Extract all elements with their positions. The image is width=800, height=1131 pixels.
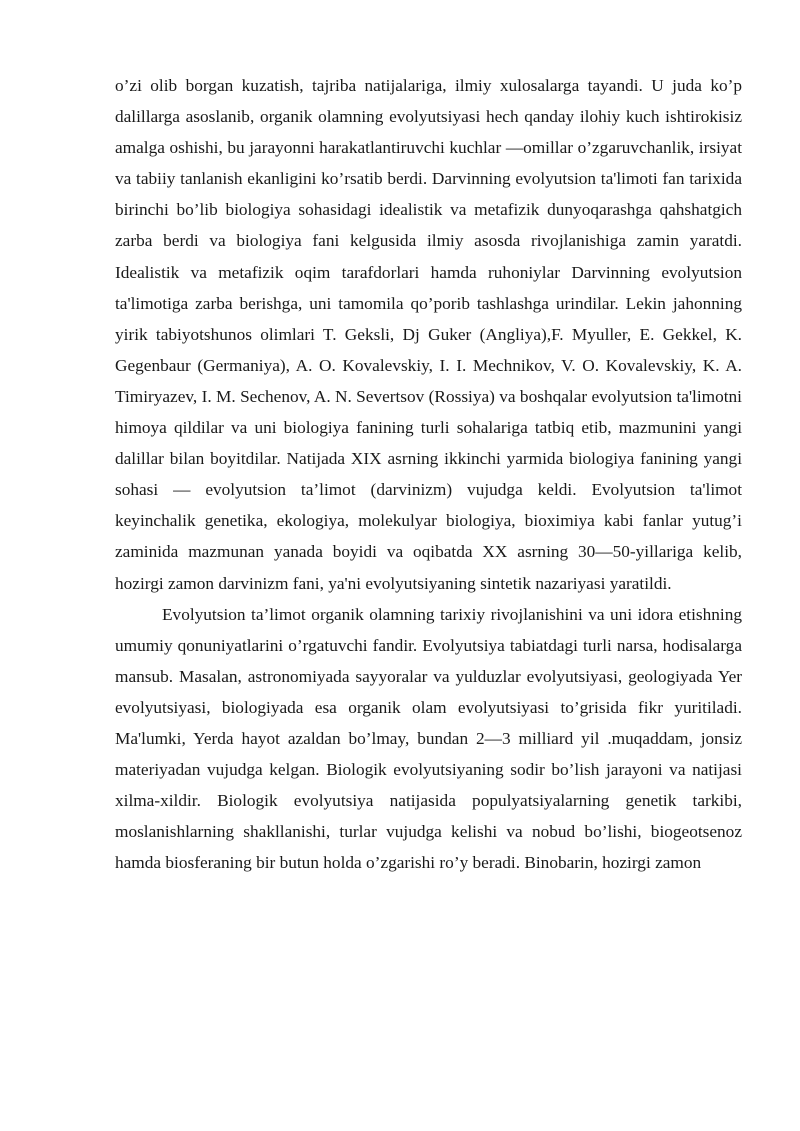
document-page (115, 70, 742, 878)
paragraph: Evolyutsion ta’limot organik olamning tarixiy rivojlanishini va uni idora etishning umumiy qonuniyatlarini o’rgatuvchi fandir. Evolyutsiya tabiatdagi turli narsa, hodisalarga mansub. Masalan, astronomiyada sayyoralar va yulduzlar evolyutsiyasi, geologiyada Yer evolyutsiyasi, biologiyada esa organik olam evolyutsiyasi to’grisida fikr yuritiladi. Ma'lumki, Yerda hayot azaldan bo’lmay, bundan 2—3 milliard yil .muqaddam, jonsiz materiyadan vujudga kelgan. Biologik evolyutsiyaning sodir bo’lish jarayoni va natijasi xilma-xildir. Biologik evolyutsiya natijasida populyatsiyalarning genetik tarkibi, moslanishlarning shakllanishi, turlar vujudga kelishi va nobud bo’lishi, biogeotsenoz hamda biosferaning bir butun holda o’zgarishi ro’y beradi. Binobarin, hozirgi zamon (115, 604, 742, 873)
paragraph: o’zi olib borgan kuzatish, tajriba natijalariga, ilmiy xulosalarga tayandi. U juda ko’p dalillarga asoslanib, organik olamning evolyutsiyasi hech qanday ilohiy kuch ishtirokisiz amalga oshishi, bu jarayonni harakatlantiruvchi kuchlar —omillar o’zgaruvchanlik, irsiyat va tabiiy tanlanish ekanligini ko’rsatib berdi. Darvinning evolyutsion ta'limoti fan tarixida birinchi bo’lib biologiya sohasidagi idealistik va metafizik dunyoqarashga qahshatgich zarba berdi va biologiya fani kelgusida ilmiy asosda rivojlanishiga zamin yaratdi. Idealistik va metafizik oqim tarafdorlari hamda ruhoniylar Darvinning evolyutsion ta'limotiga zarba berishga, uni tamomila qo’porib tashlashga urindilar. Lekin jahonning yirik tabiyotshunos olimlari T. Geksli, Dj Guker (Angliya),F. Myuller, E. Gekkel, K. Gegenbaur (Germaniya), A. O. Kovalevskiy, I. I. Mechnikov, V. O. Kovalevskiy, K. A. Timiryazev, I. M. Sechenov, A. N. Severtsov (Rossiya) va boshqalar evolyutsion ta'limotni himoya qildilar va uni biologiya fanining turli sohalariga tatbiq etib, mazmunini yangi dalillar bilan boyitdilar. Natijada XIX asrning ikkinchi yarmida biologiya fanining yangi sohasi — evolyutsion ta’limot (darvinizm) vujudga keldi. Evolyutsion ta'limot keyinchalik genetika, ekologiya, molekulyar biologiya, bioximiya kabi fanlar yutug’i zaminida mazmunan yanada boyidi va oqibatda XX asrning 30—50-yillariga kelib, hozirgi zamon darvinizm fani, ya'ni evolyutsiyaning sintetik nazariyasi yaratildi. (115, 76, 742, 593)
